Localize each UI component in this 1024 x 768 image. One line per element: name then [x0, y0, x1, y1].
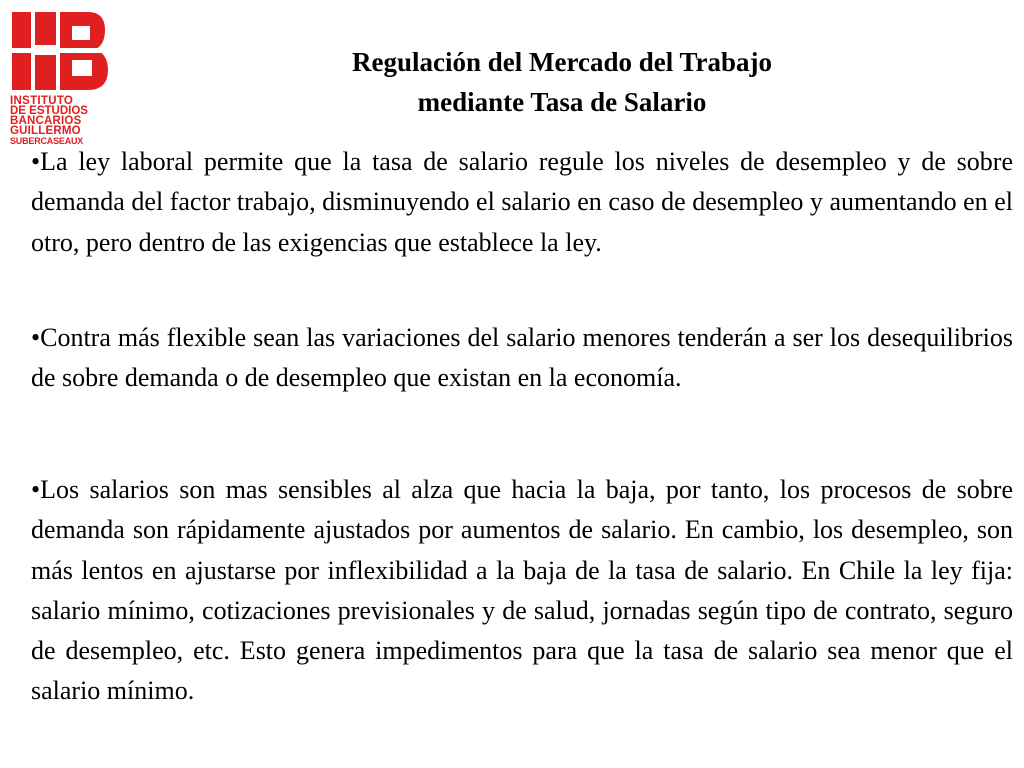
bullet-paragraph-2: •Contra más flexible sean las variaciones del salario menores tenderán a ser los desequilibrios de sobre demanda o de desempleo que existan en la economía.	[31, 323, 1013, 393]
title-line-2: mediante Tasa de Salario	[417, 87, 707, 117]
bullet-paragraph-1: •La ley laboral permite que la tasa de salario regule los niveles de desempleo y de sobre demanda del factor trabajo, disminuyendo el salario en caso de desempleo y aumentando en el otro, pero dentro de las exigencias que establece la ley.	[31, 147, 1013, 257]
logo-mark-icon	[10, 10, 110, 92]
logo-line: GUILLERMO	[10, 125, 81, 137]
logo-line: INSTITUTO	[10, 95, 74, 107]
logo-line: DE ESTUDIOS	[10, 105, 88, 117]
title-line-1: Regulación del Mercado del Trabajo	[352, 47, 772, 77]
logo-text	[10, 96, 110, 146]
slide-title	[230, 42, 894, 122]
logo-line: SUBERCASEAUX	[10, 136, 84, 146]
logo-line: BANCARIOS	[10, 115, 82, 127]
bullet-paragraph-3: •Los salarios son mas sensibles al alza que hacia la baja, por tanto, los procesos de sobre demanda son rápidamente ajustados por aumentos de salario. En cambio, los desempleo, son más lentos en ajustarse por inflexibilidad a la baja de la tasa de salario. En Chile la ley fija: salario mínimo, cotizaciones previsionales y de salud, jornadas según tipo de contrato, seguro de desempleo, etc. Esto genera impedimentos para que la tasa de salario sea menor que el salario mínimo.	[31, 475, 1013, 706]
institute-logo	[10, 10, 110, 158]
